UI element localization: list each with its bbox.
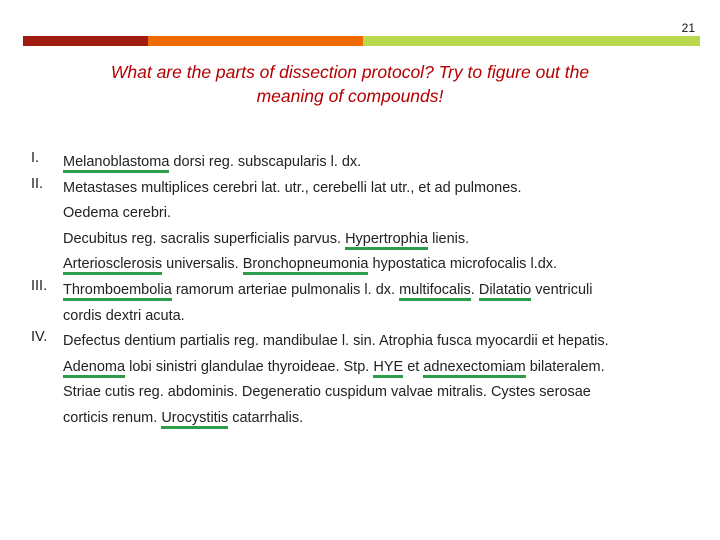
underlined-term: Urocystitis [161, 410, 228, 429]
item-number: III. [31, 277, 48, 294]
text-line [63, 201, 701, 227]
protocol-item [31, 176, 701, 278]
item-text [63, 176, 701, 278]
text-segment: catarrhalis. [228, 409, 304, 426]
text-line [63, 252, 701, 278]
protocol-item [31, 278, 701, 329]
text-line [63, 329, 701, 355]
text-segment: hypostatica microfocalis l.dx. [368, 256, 558, 273]
text-line [63, 176, 701, 202]
text-segment: cordis dextri acuta. [63, 307, 185, 324]
text-segment: Decubitus reg. sacralis superficialis parvus. [63, 230, 346, 247]
text-segment: Metastases multiplices cerebri lat. utr., cerebelli lat utr., et ad pulmones. [63, 179, 522, 196]
slide-title-line-1: What are the parts of dissection protocol? Try to figure out the [110, 62, 590, 82]
underlined-term: Adenoma [63, 359, 125, 378]
underlined-term: multifocalis [399, 282, 471, 301]
text-line [63, 380, 701, 406]
underlined-term: Bronchopneumonia [243, 256, 369, 275]
text-segment: ventriculi [531, 281, 593, 298]
protocol-item [31, 150, 701, 176]
item-number: I. [31, 150, 40, 166]
text-line [63, 304, 701, 330]
text-segment: bilateralem. [525, 358, 605, 375]
text-segment: . [470, 281, 479, 298]
underlined-term: HYE [373, 359, 403, 378]
text-segment: lobi sinistri glandulae thyroideae. Stp. [125, 358, 374, 375]
slide-title [40, 60, 660, 108]
item-number: IV. [31, 329, 48, 346]
bar-segment-red [23, 36, 148, 46]
text-line [63, 355, 701, 381]
underlined-term: Dilatatio [479, 282, 531, 301]
text-segment: ramorum arteriae pulmonalis l. dx. [171, 281, 400, 298]
item-text [63, 150, 701, 176]
underlined-term: Arteriosclerosis [63, 256, 162, 275]
text-segment: Defectus dentium partialis reg. mandibulae l. sin. Atrophia fusca myocardii et hepatis. [63, 333, 609, 350]
text-segment: lienis. [428, 230, 470, 247]
bar-segment-orange [148, 36, 363, 46]
protocol-item [31, 329, 701, 431]
text-segment: dorsi reg. subscapularis l. dx. [169, 154, 362, 170]
text-line [63, 150, 701, 176]
page-number: 21 [681, 21, 695, 35]
underlined-term: Thromboembolia [63, 282, 172, 301]
underlined-term: Hypertrophia [345, 231, 428, 250]
text-segment: universalis. [162, 256, 243, 273]
protocol-list [31, 150, 701, 432]
text-segment: Striae cutis reg. abdominis. Degeneratio cuspidum valvae mitralis. Cystes serosae [63, 384, 591, 401]
text-line [63, 406, 701, 432]
text-segment: Oedema cerebri. [63, 205, 171, 222]
text-line [63, 278, 701, 304]
item-text [63, 278, 701, 329]
underlined-term: adnexectomiam [423, 359, 525, 378]
text-segment: et [403, 358, 424, 375]
slide-title-line-2: meaning of compounds! [256, 86, 444, 106]
item-number: II. [31, 175, 44, 192]
text-segment: corticis renum. [63, 409, 162, 426]
text-line [63, 227, 701, 253]
underlined-term: Melanoblastoma [63, 154, 169, 173]
bar-segment-green [363, 36, 700, 46]
item-text [63, 329, 701, 431]
decorative-color-bar [23, 36, 700, 46]
